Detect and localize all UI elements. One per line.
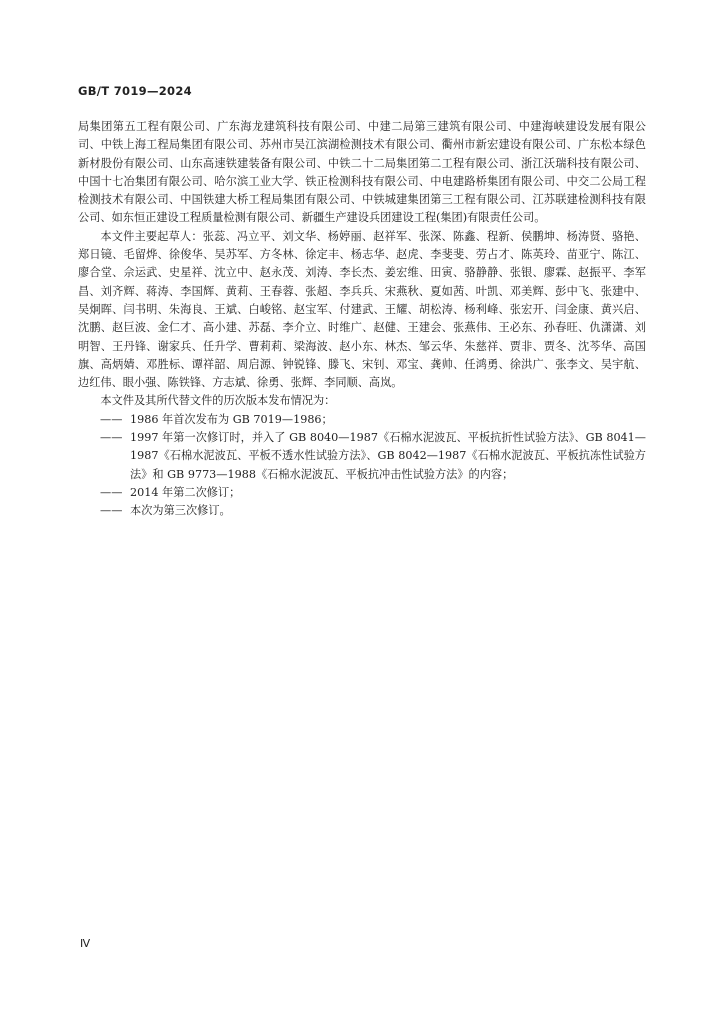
list-dash: —— <box>100 412 123 426</box>
history-item-1986 <box>78 411 646 429</box>
standard-number-header: GB/T 7019—2024 <box>78 84 192 98</box>
page-number: Ⅳ <box>80 937 91 950</box>
history-item-text: 本次为第三次修订。 <box>130 504 231 518</box>
history-item-1997 <box>78 429 646 484</box>
history-intro: 本文件及其所代替文件的历次版本发布情况为： <box>100 394 336 408</box>
history-item-2014 <box>78 484 646 502</box>
drafting-units-continued: 局集团第五工程有限公司、广东海龙建筑科技有限公司、中建二局第三建筑有限公司、中建海峡建设发展有限公司、中铁上海工程局集团有限公司、苏州市吴江滨湖检测技术有限公司、衢州市新宏建设有限公司、广东松本绿色新材股份有限公司、山东高速铁建装备有限公司、中铁二十二局集团第二工程有限公司、浙江沃瑞科技有限公司、中国十七冶集团有限公司、哈尔滨工业大学、铁正检测科技有限公司、中电建路桥集团有限公司、中交二公局工程检测技术有限公司、中国铁建大桥工程局集团有限公司、中铁城建集团第三工程有限公司、江苏联建检测科技有限公司、如东恒正建设工程质量检测有限公司、新疆生产建设兵团建设工程(集团)有限责任公司。 <box>78 120 646 225</box>
version-history-list <box>78 411 646 521</box>
list-dash: —— <box>100 485 123 499</box>
history-item-text: 1997 年第一次修订时，并入了 GB 8040—1987《石棉水泥波瓦、平板抗折性试验方法》、GB 8041—1987《石棉水泥波瓦、平板不透水性试验方法》、GB 8042—1987《石棉水泥波瓦、平板抗冻性试验方法》和 GB 9773—1988《石棉水泥波瓦、平板抗冲击性试验方法》的内容； <box>130 431 646 481</box>
history-item-text: 1986 年首次发布为 GB 7019—1986； <box>130 412 333 426</box>
history-item-text: 2014 年第二次修订； <box>130 485 241 499</box>
list-dash: —— <box>100 504 123 518</box>
document-body <box>78 118 646 521</box>
history-item-current <box>78 502 646 520</box>
list-dash: —— <box>100 431 123 445</box>
main-drafters-paragraph: 本文件主要起草人：张蕊、冯立平、刘文华、杨婷丽、赵祥军、张深、陈鑫、程新、侯鹏坤、杨涛贤、骆艳、郑日镜、毛留烨、徐俊华、吴苏军、方冬林、徐定丰、杨志华、赵虎、李斐斐、劳占才、陈英玲、苗亚宁、陈江、廖合堂、佘运武、史星祥、沈立中、赵永茂、刘涛、李长杰、姜宏维、田寅、骆静静、张银、廖霖、赵振平、李军昌、刘齐辉、蒋涛、李国辉、黄莉、王春蓉、张超、李兵兵、宋燕秋、夏如茜、叶凯、邓美辉、彭中飞、张建中、吴炯晖、闫书明、朱海良、王斌、白峻铭、赵宝军、付建武、王耀、胡松涛、杨利峰、张宏开、闫金康、黄兴启、沈鹏、赵巨波、金仁才、高小建、苏磊、李介立、时维广、赵健、王建会、张燕伟、王必东、孙春旺、仇潇潇、刘明智、王丹锋、谢家兵、任升学、曹莉莉、梁海波、赵小东、林杰、邹云华、朱慈祥、贾非、贾冬、沈芩华、高国旗、高炳婧、邓胜标、谭祥韶、周启源、钟锐锋、滕飞、宋钊、邓宝、龚帅、任鸿勇、徐洪广、张李文、吴宇航、边红伟、眼小强、陈铁锋、方志斌、徐勇、张辉、李同顺、高岚。 <box>78 229 646 390</box>
